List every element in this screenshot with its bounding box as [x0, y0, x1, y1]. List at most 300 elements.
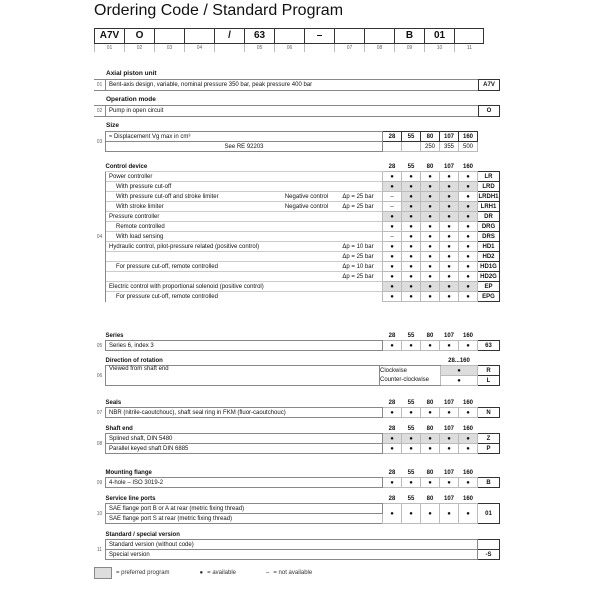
table-cell: 107 [443, 495, 454, 502]
table-cell: ● [440, 434, 459, 444]
table-cell: DRS [478, 232, 500, 242]
table-row [94, 331, 500, 341]
table-cell [94, 530, 500, 560]
table-cell: Δp = 25 bar [334, 252, 383, 262]
table-cell [285, 162, 334, 172]
preferred-swatch [94, 567, 112, 579]
table-cell: ● [383, 262, 402, 272]
table-cell: ● [421, 444, 440, 454]
table-cell: ● [440, 172, 459, 182]
table-cell: Parallel keyed shaft DIN 6885 [106, 444, 383, 454]
table-cell: 28 [388, 469, 396, 476]
table-cell: ● [402, 242, 421, 252]
table-cell: ● [459, 504, 478, 524]
table-cell [94, 494, 500, 524]
table-cell: ● [440, 408, 459, 418]
table-cell [285, 282, 334, 292]
table-cell: Standard version (without code) [106, 540, 478, 550]
control-row [94, 292, 500, 302]
code-position: 11 [454, 28, 484, 52]
table-row [94, 366, 500, 376]
table-cell: 55 [407, 163, 415, 170]
table-cell: ● [421, 408, 440, 418]
table-cell: 107 [443, 425, 454, 432]
table-cell: ● [402, 478, 421, 488]
table-cell: ● [383, 222, 402, 232]
table-cell: ● [459, 408, 478, 418]
table-cell [94, 494, 106, 504]
table-cell [285, 272, 334, 282]
table-cell [94, 468, 106, 478]
legend: = preferred program ● = available – = not available [94, 567, 312, 579]
table-cell [285, 292, 334, 302]
table-cell: Splined shaft, DIN 5480 [106, 434, 383, 444]
table-cell: 80 [426, 469, 434, 476]
table-cell: P [478, 444, 500, 454]
table-cell [285, 242, 334, 252]
table-cell: 55 [402, 132, 421, 142]
table-cell: ● [383, 341, 402, 351]
table-cell: 160 [459, 132, 478, 142]
table-cell: 107 [443, 163, 454, 170]
table-cell: 28 [388, 399, 396, 406]
table-cell: Negative control [285, 202, 334, 212]
table-row [94, 504, 500, 514]
table-cell: – [383, 232, 402, 242]
table-cell: Electric control with proportional solenoid (positive control) [106, 282, 285, 292]
table-cell: 08 [96, 440, 103, 447]
table-cell: HD2 [478, 252, 500, 262]
table-cell: 4-hole – ISO 3019-2 [106, 478, 383, 488]
table-cell: ● [459, 202, 478, 212]
table-cell: ● [402, 341, 421, 351]
table-cell [380, 356, 441, 366]
table-cell: Δp = 10 bar [334, 262, 383, 272]
table-cell: ● [383, 172, 402, 182]
code-position: 01 10 [424, 28, 454, 52]
table-cell: 28 [388, 163, 396, 170]
table-cell: ● [383, 408, 402, 418]
table-cell [334, 222, 383, 232]
table-cell [285, 182, 334, 192]
table-cell: 80 [426, 495, 434, 502]
table-cell: 107 [443, 469, 454, 476]
table-cell [285, 212, 334, 222]
table-cell [334, 282, 383, 292]
table-cell [94, 398, 106, 408]
table-cell: DR [478, 212, 500, 222]
table-cell: ● [421, 282, 440, 292]
table-cell: R [478, 366, 500, 376]
table-cell [478, 468, 500, 478]
table-cell: 160 [462, 332, 473, 339]
table-cell: ● [421, 262, 440, 272]
table-row [94, 434, 500, 444]
table-cell: 28...160 [448, 357, 470, 364]
table-cell: ● [440, 222, 459, 232]
table-cell [94, 424, 500, 454]
table-cell [478, 132, 501, 142]
table-cell: Control device [105, 163, 148, 170]
table-cell: NBR (nitrile-caoutchouc), shaft seal ring in FKM (fluor-caoutchouc) [106, 408, 383, 418]
table-cell: ● [421, 192, 440, 202]
control-row [94, 232, 500, 242]
table-cell [334, 212, 383, 222]
table-cell: ● [402, 212, 421, 222]
table-cell: Series 6, index 3 [106, 341, 383, 351]
table-cell: 55 [407, 425, 415, 432]
control-row [94, 242, 500, 252]
table-cell [478, 142, 501, 152]
table-cell: ● [440, 232, 459, 242]
table-cell [402, 142, 421, 152]
table-cell: ● [383, 242, 402, 252]
table-cell: ● [459, 222, 478, 232]
table-cell: 80 [426, 332, 434, 339]
table-cell: ● [440, 478, 459, 488]
table-cell: 09 [96, 479, 103, 486]
table-cell: L [478, 376, 500, 386]
table-cell: 500 [459, 142, 478, 152]
table-cell: DRG [478, 222, 500, 232]
code-position: / [214, 28, 244, 52]
table-row [94, 408, 500, 418]
table-cell: ● [440, 182, 459, 192]
table-cell: 355 [440, 142, 459, 152]
table-cell [94, 162, 106, 172]
table-cell: ● [421, 202, 440, 212]
table-cell: SAE flange port S at rear (metric fixing thread) [106, 514, 383, 524]
table-cell: ● [421, 478, 440, 488]
table-cell: Counter-clockwise [380, 376, 441, 386]
table-row [94, 398, 500, 408]
table-cell: With stroke limiter [106, 202, 285, 212]
table-cell: ● [421, 504, 440, 524]
table-cell: ● [421, 252, 440, 262]
table-cell: 160 [462, 495, 473, 502]
table-cell: 28 [388, 495, 396, 502]
code-position: 07 [334, 28, 364, 52]
table-cell: EP [478, 282, 500, 292]
table-cell: ● [440, 504, 459, 524]
table-cell: ● [383, 292, 402, 302]
table-cell: 107 [443, 399, 454, 406]
table-row [94, 341, 500, 351]
code-position: 63 05 [244, 28, 274, 52]
table-cell: ● [440, 252, 459, 262]
table-cell: ● [421, 341, 440, 351]
table-cell [334, 162, 383, 172]
table-cell [285, 222, 334, 232]
table-cell [285, 252, 334, 262]
table-cell: Service line ports [105, 495, 156, 502]
table-cell: 11 [96, 546, 103, 553]
table-cell: With load sensing [106, 232, 285, 242]
table-cell: 10 [96, 510, 103, 517]
table-cell: ● [459, 172, 478, 182]
table-cell: 250 [421, 142, 440, 152]
table-row [94, 356, 500, 366]
table-cell: Series [105, 332, 124, 339]
table-cell: ● [402, 252, 421, 262]
table-cell: ● [383, 478, 402, 488]
table-cell: ● [402, 192, 421, 202]
code-position: – [304, 28, 334, 52]
table-cell: ● [402, 202, 421, 212]
table-cell: With pressure cut-off [106, 182, 285, 192]
table-cell: ● [421, 172, 440, 182]
table-cell: HD1 [478, 242, 500, 252]
table-cell: ● [402, 222, 421, 232]
table-cell: ● [421, 232, 440, 242]
table-cell: 07 [96, 409, 103, 416]
table-cell [334, 182, 383, 192]
table-cell [383, 142, 402, 152]
table-cell [285, 232, 334, 242]
table-cell: 06 [96, 372, 103, 379]
control-row [94, 202, 500, 212]
table-cell: ● [440, 242, 459, 252]
table-cell: ● [402, 172, 421, 182]
table-cell: ● [459, 272, 478, 282]
table-cell: Negative control [285, 192, 334, 202]
table-cell: ● [383, 252, 402, 262]
table-cell: EPG [478, 292, 500, 302]
table-cell: Δp = 25 bar [334, 202, 383, 212]
table-cell: ● [383, 444, 402, 454]
table-cell [106, 252, 285, 262]
table-cell: ● [402, 444, 421, 454]
table-cell: -S [478, 550, 500, 560]
table-cell: ● [440, 444, 459, 454]
table-cell: ● [459, 232, 478, 242]
table-cell: Seals [105, 399, 122, 406]
control-row [94, 272, 500, 282]
table-cell: ● [440, 341, 459, 351]
table-cell: Standard / special version [105, 531, 180, 538]
table-cell [478, 530, 500, 540]
table-cell [94, 331, 500, 351]
table-cell: For pressure cut-off, remote controlled [106, 262, 285, 272]
table-cell: ● [459, 341, 478, 351]
table-cell: Direction of rotation [105, 357, 163, 364]
table-cell: 55 [407, 469, 415, 476]
table-row [94, 444, 500, 454]
section-size [94, 122, 500, 152]
table-cell: Shaft end [105, 425, 133, 432]
table-cell: ● [459, 292, 478, 302]
table-cell: ● [421, 182, 440, 192]
table-cell: LRDH1 [478, 193, 499, 200]
table-cell: ● [402, 232, 421, 242]
table-cell: 55 [407, 495, 415, 502]
table-cell: 160 [462, 425, 473, 432]
table-cell: 01 [478, 504, 500, 524]
table-cell [334, 292, 383, 302]
section-control [94, 162, 500, 302]
table-cell [94, 356, 106, 366]
table-cell: ● [440, 202, 459, 212]
table-cell: Size [106, 122, 120, 129]
control-row [94, 282, 500, 292]
control-row [94, 182, 500, 192]
table-cell: ● [402, 408, 421, 418]
table-cell: – [383, 202, 402, 212]
section-operation: Operation mode 02 Pump in open circuit O [94, 96, 500, 117]
table-cell: Viewed from shaft end [106, 366, 380, 386]
table-row [94, 424, 500, 434]
table-row [94, 494, 500, 504]
table-cell: ● [459, 182, 478, 192]
table-cell: ● [383, 272, 402, 282]
code-position: 08 [364, 28, 394, 52]
table-cell: ● [402, 434, 421, 444]
table-cell: ● [402, 262, 421, 272]
table-cell [94, 398, 500, 418]
table-cell [94, 356, 500, 386]
table-cell: ● [459, 478, 478, 488]
table-cell [478, 331, 500, 341]
table-cell [478, 494, 500, 504]
table-cell: ● [383, 282, 402, 292]
table-row [94, 162, 500, 172]
control-row [94, 192, 500, 202]
table-cell: Power controller [106, 172, 285, 182]
table-cell: ● [441, 366, 478, 376]
control-row [94, 222, 500, 232]
control-row [94, 212, 500, 222]
table-cell: 55 [407, 332, 415, 339]
table-cell: 55 [407, 399, 415, 406]
table-cell [285, 262, 334, 272]
table-cell: 107 [440, 132, 459, 142]
table-row [94, 142, 500, 152]
table-cell: ● [402, 182, 421, 192]
table-cell: B [478, 478, 500, 488]
table-cell: 28 [388, 425, 396, 432]
table-cell [94, 468, 500, 488]
table-cell: 63 [478, 341, 500, 351]
table-cell: LRD [478, 182, 500, 192]
control-row [94, 172, 500, 182]
table-cell: ● [440, 272, 459, 282]
section-axial: Axial piston unit 01 Bent-axis design, variable, nominal pressure 350 bar, peak pressure 400 bar A7V [94, 70, 500, 91]
table-cell: SAE flange port B or A at rear (metric fixing thread) [106, 504, 383, 514]
table-cell: 80 [426, 425, 434, 432]
table-cell [478, 162, 500, 172]
code-position: A7V 01 [94, 28, 124, 52]
table-cell: LR [478, 172, 500, 182]
table-cell: ● [459, 242, 478, 252]
table-cell: ● [402, 292, 421, 302]
table-cell: ● [440, 192, 459, 202]
table-cell: Δp = 10 bar [334, 242, 383, 252]
table-cell [334, 172, 383, 182]
table-cell: HD2G [478, 272, 500, 282]
page-title: Ordering Code / Standard Program [94, 2, 344, 19]
table-cell: Clockwise [380, 366, 441, 376]
table-cell: ● [402, 282, 421, 292]
table-cell: ● [421, 212, 440, 222]
table-cell [94, 331, 106, 341]
table-cell: ● [459, 252, 478, 262]
table-cell: ● [383, 182, 402, 192]
table-cell: 04 [96, 233, 103, 240]
table-cell: ● [459, 444, 478, 454]
table-cell: Δp = 25 bar [334, 272, 383, 282]
table-cell: N [478, 408, 500, 418]
code-position: 03 [154, 28, 184, 52]
table-cell [106, 272, 285, 282]
table-cell: 28 [388, 332, 396, 339]
table-cell: Z [478, 434, 500, 444]
table-cell: ● [421, 242, 440, 252]
table-cell: ● [440, 282, 459, 292]
code-position: B 09 [394, 28, 424, 52]
table-cell: ● [383, 434, 402, 444]
table-cell [285, 172, 334, 182]
control-row [94, 262, 500, 272]
table-cell: 05 [96, 342, 103, 349]
table-cell: ● [441, 376, 478, 386]
table-cell: ● [383, 212, 402, 222]
table-row [94, 478, 500, 488]
table-cell: ● [440, 212, 459, 222]
table-cell: Special version [106, 550, 478, 560]
table-cell [478, 398, 500, 408]
table-cell [94, 424, 106, 434]
control-row [94, 252, 500, 262]
table-cell: ≈ Displacement Vg max in cm³ [106, 132, 383, 142]
table-cell: LRH1 [478, 202, 500, 212]
table-cell [478, 424, 500, 434]
table-cell: ● [440, 292, 459, 302]
table-cell: Pressure controller [106, 212, 285, 222]
table-cell: 160 [462, 469, 473, 476]
table-cell: ● [459, 262, 478, 272]
table-cell: ● [402, 504, 421, 524]
table-cell: 107 [443, 332, 454, 339]
table-cell: – [383, 192, 402, 202]
table-cell: For pressure cut-off, remote controlled [106, 292, 285, 302]
ordering-code-strip [94, 28, 484, 52]
table-row [94, 530, 500, 540]
table-row [94, 540, 500, 550]
code-position: 06 [274, 28, 304, 52]
table-cell: ● [459, 282, 478, 292]
table-cell: ● [402, 272, 421, 282]
table-cell [334, 232, 383, 242]
table-cell: ● [421, 272, 440, 282]
table-cell: ● [459, 212, 478, 222]
table-cell: ● [459, 192, 478, 202]
table-cell: See RE 92203 [106, 142, 383, 152]
table-cell: 160 [462, 399, 473, 406]
table-cell: ● [440, 262, 459, 272]
table-cell: ● [421, 292, 440, 302]
table-cell: Mounting flange [105, 469, 152, 476]
table-cell: Δp = 25 bar [334, 192, 383, 202]
table-cell: ● [421, 222, 440, 232]
table-cell: ● [459, 434, 478, 444]
table-cell: 80 [421, 132, 440, 142]
table-cell: ● [383, 504, 402, 524]
table-cell: With pressure cut-off and stroke limiter [106, 192, 285, 202]
table-cell: ● [421, 434, 440, 444]
table-cell [478, 356, 500, 366]
table-cell [478, 540, 500, 550]
table-cell: 160 [462, 163, 473, 170]
